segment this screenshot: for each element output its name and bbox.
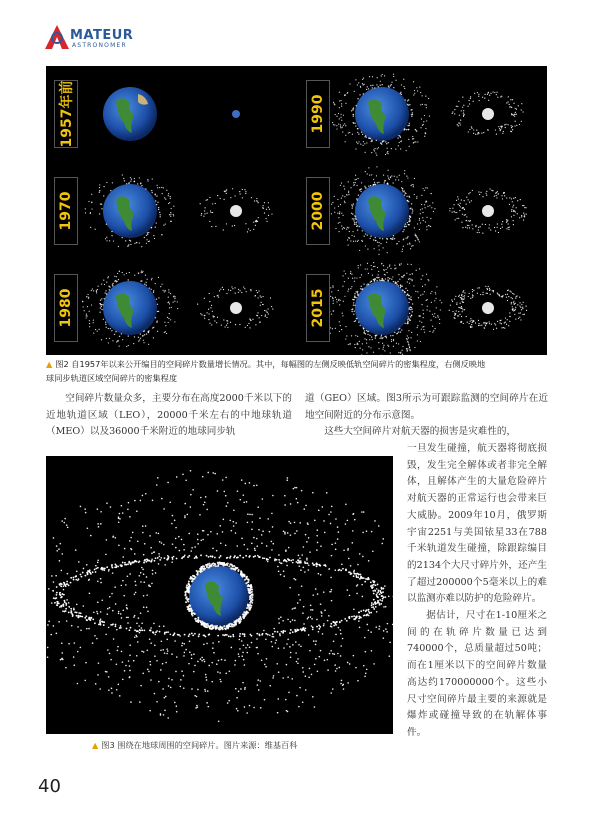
body-paragraph: 一旦发生碰撞，航天器将彻底损毁，发生完全解体或者非完全解体，且解体产生的大量危险碎片对航天器的正常运行也会带来巨大威胁。2009年10月，俄罗斯宇宙2251与美国铱星33在788千米轨道发生碰撞，除跟踪编目的2134个大尺寸碎片外，还产生了超过200000个5毫米以上的难以监测亦难以防护的危险碎片。 据估计，尺寸在1-10厘米之间的在轨碎片数量已达到740000个，总质量超过50吨；而在1厘米以下的空间碎片数量高达约170000000个。这些小尺寸空间碎片最主要的来源就是爆炸或碰撞导致的在轨解体事件。 — [407, 443, 547, 738]
figure-2-caption: ▲ 图2 自1957年以来公开编目的空间碎片数量增长情况。其中，每幅图的左侧反映低轨空间碎片的密集程度，右侧反映地 球同步轨道区域空间碎片的密集程度 — [46, 359, 486, 383]
earth-debris-image — [298, 260, 547, 355]
triangle-icon: ▲ — [46, 359, 53, 369]
year-label: 1980 — [54, 274, 78, 342]
logo-text: MATEUR — [70, 28, 134, 43]
year-label: 1957年前 — [54, 80, 78, 148]
logo-subtext: ASTRONOMER — [72, 42, 127, 49]
figure-3-caption: ▲ 图3 围绕在地球周围的空间碎片。图片来源：维基百科 — [92, 740, 298, 750]
triangle-icon: ▲ — [92, 740, 99, 750]
year-label: 1970 — [54, 177, 78, 245]
panel-1957 — [46, 66, 295, 161]
panel-1980 — [46, 260, 295, 355]
panel-2015 — [298, 260, 547, 355]
panel-1970 — [46, 163, 295, 258]
logo-mark-icon — [44, 24, 70, 50]
earth-debris-image — [46, 260, 295, 355]
body-paragraph: 道（GEO）区域。图3所示为可跟踪监测的空间碎片在近地空间附近的分布示意图。 这些大空间碎片对航天器的损害是灾难性的， — [305, 393, 548, 438]
earth-debris-image — [46, 163, 295, 258]
body-paragraph: 空间碎片数量众多，主要分布在高度2000千米以下的近地轨道区域（LEO），20000千米左右的中地球轨道（MEO）以及36000千米附近的地球同步轨 — [46, 393, 292, 438]
earth-debris-image — [298, 66, 547, 161]
year-label: 2015 — [306, 274, 330, 342]
year-label: 2000 — [306, 177, 330, 245]
earth-debris-image — [46, 66, 295, 161]
earth-debris-image — [298, 163, 547, 258]
figure-2 — [46, 66, 547, 355]
page-number: 40 — [38, 776, 61, 797]
earth-debris-image — [46, 456, 393, 734]
panel-2000 — [298, 163, 547, 258]
panel-1990 — [298, 66, 547, 161]
magazine-logo — [44, 24, 134, 52]
year-label: 1990 — [306, 80, 330, 148]
figure-3 — [46, 456, 393, 734]
